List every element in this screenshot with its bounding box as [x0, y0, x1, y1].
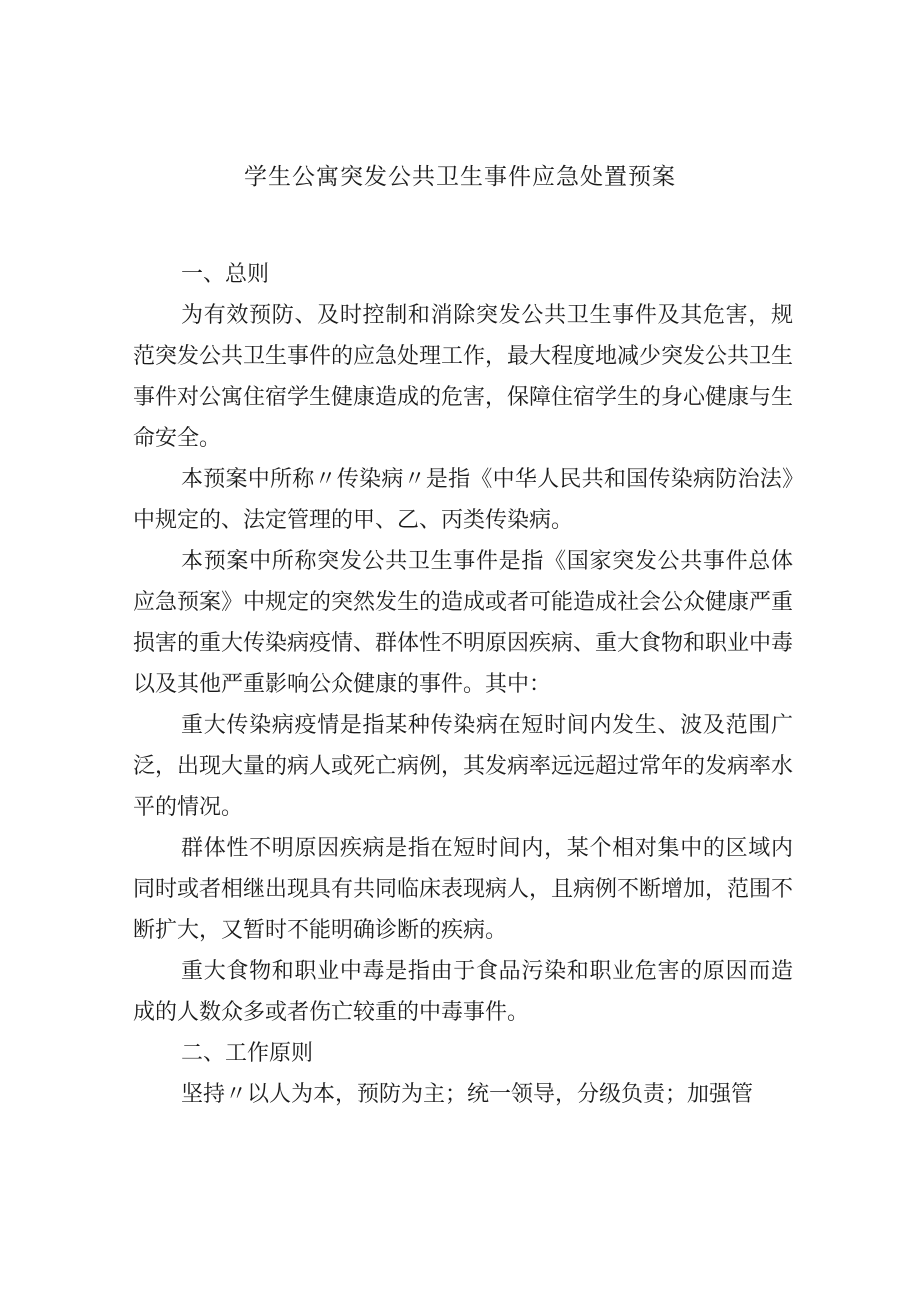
- paragraph: 重大食物和职业中毒是指由于食品污染和职业危害的原因而造成的人数众多或者伤亡较重的中毒事件。: [133, 959, 793, 1025]
- document-title: 学生公寓突发公共卫生事件应急处置预案: [244, 164, 676, 190]
- section-principles: [133, 1033, 793, 1115]
- paragraph: 本预案中所称〃传染病〃是指《中华人民共和国传染病防治法》中规定的、法定管理的甲、乙、丙类传染病。: [133, 467, 793, 533]
- paragraph: 群体性不明原因疾病是指在短时间内，某个相对集中的区域内同时或者相继出现具有共同临床表现病人，且病例不断增加，范围不断扩大，又暂时不能明确诊断的疾病。: [133, 836, 794, 943]
- paragraph: 重大传染病疫情是指某种传染病在短时间内发生、波及范围广泛，出现大量的病人或死亡病例，其发病率远远超过常年的发病率水平的情况。: [133, 713, 794, 820]
- paragraph: 为有效预防、及时控制和消除突发公共卫生事件及其危害，规范突发公共卫生事件的应急处理工作，最大程度地减少突发公共卫生事件对公寓住宿学生健康造成的危害，保障住宿学生的身心健康与生命安全。: [133, 303, 794, 451]
- paragraph: 本预案中所称突发公共卫生事件是指《国家突发公共事件总体应急预案》中规定的突然发生的造成或者可能造成社会公众健康严重损害的重大传染病疫情、群体性不明原因疾病、重大食物和职业中毒以及其他严重影响公众健康的事件。其中：: [133, 549, 794, 697]
- paragraph: 坚持〃以人为本，预防为主；统一领导，分级负责；加强管: [181, 1082, 754, 1107]
- section-heading: 二、工作原则: [181, 1041, 314, 1066]
- section-heading: 一、总则: [181, 262, 270, 287]
- document-body: [133, 254, 793, 1115]
- section-general: [133, 254, 793, 1033]
